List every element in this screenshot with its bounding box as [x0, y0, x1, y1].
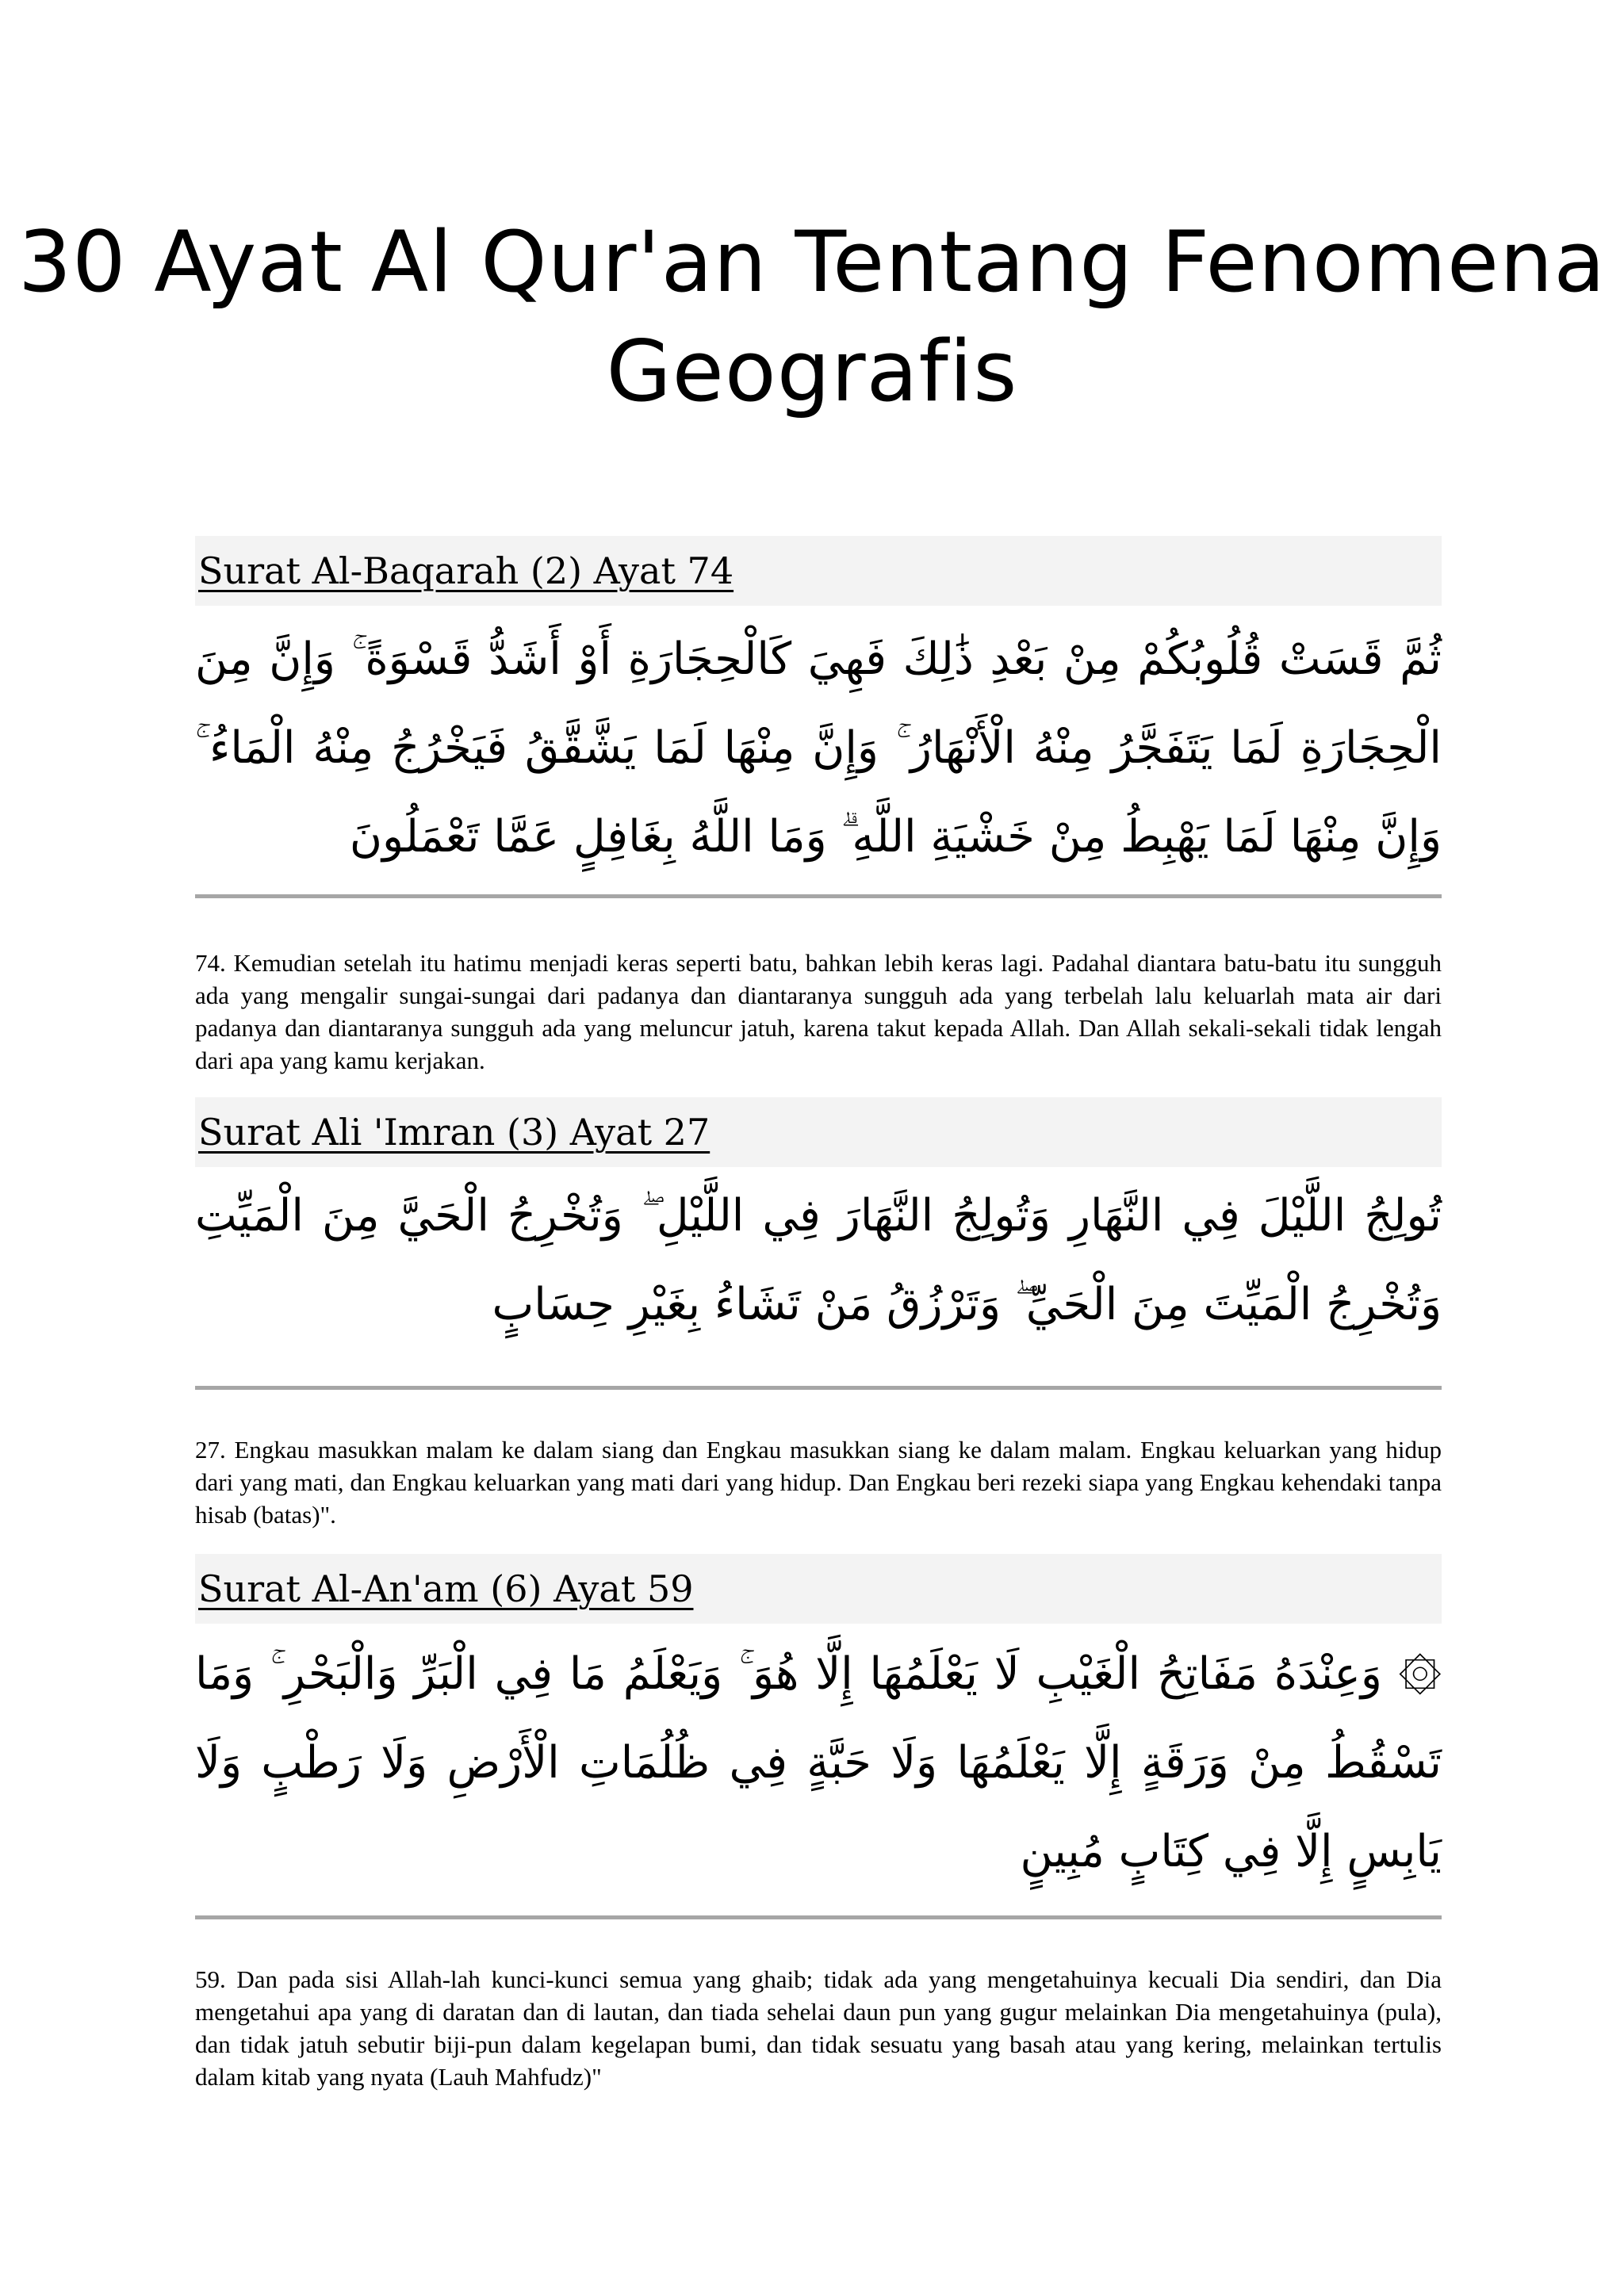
section-divider: [195, 1386, 1442, 1390]
surah-heading: Surat Al-Baqarah (2) Ayat 74: [198, 549, 734, 592]
verse-translation: 74. Kemudian setelah itu hatimu menjadi keras seperti batu, bahkan lebih keras lagi. Padahal diantara batu-batu itu sungguh ada yang mengalir sungai-sungai dari padanya dan diantaranya sungguh ada yang terbelah lalu keluarlah mata air dari padanya dan diantaranya sungguh ada yang meluncur jatuh, karena takut kepada Allah. Dan Allah sekali-sekali tidak lengah dari apa yang kamu kerjakan.: [195, 949, 1442, 1074]
arabic-verse: ثُمَّ قَسَتْ قُلُوبُكُمْ مِنْ بَعْدِ ذَٰلِكَ فَهِيَ كَالْحِجَارَةِ أَوْ أَشَدُّ قَسْوَةً ۚ وَإِنَّ مِنَ الْحِجَارَةِ لَمَا يَتَفَجَّرُ مِنْهُ الْأَنْهَارُ ۚ وَإِنَّ مِنْهَا لَمَا يَشَّقَّقُ فَيَخْرُجُ مِنْهُ الْمَاءُ ۚ وَإِنَّ مِنْهَا لَمَا يَهْبِطُ مِنْ خَشْيَةِ اللَّهِ ۗ وَمَا اللَّهُ بِغَافِلٍ عَمَّا تَعْمَلُونَ: [195, 633, 1442, 863]
document-title: 30 Ayat Al Qur'an Tentang Fenomena Geografis: [17, 213, 1607, 420]
section-divider: [195, 1915, 1442, 1919]
verse-translation: 59. Dan pada sisi Allah-lah kunci-kunci semua yang ghaib; tidak ada yang mengetahuinya kecuali Dia sendiri, dan Dia mengetahui apa yang di daratan dan di lautan, dan tiada sehelai daun pun yang gugur melainkan Dia mengetahuinya (pula), dan tidak jatuh sebutir biji-pun dalam kegelapan bumi, dan tidak sesuatu yang basah atau yang kering, melainkan tertulis dalam kitab yang nyata (Lauh Mahfudz)": [195, 1965, 1442, 2091]
arabic-verse: ۞ وَعِنْدَهُ مَفَاتِحُ الْغَيْبِ لَا يَعْلَمُهَا إِلَّا هُوَ ۚ وَيَعْلَمُ مَا فِي الْبَرِّ وَالْبَحْرِ ۚ وَمَا تَسْقُطُ مِنْ وَرَقَةٍ إِلَّا يَعْلَمُهَا وَلَا حَبَّةٍ فِي ظُلُمَاتِ الْأَرْضِ وَلَا رَطْبٍ وَلَا يَابِسٍ إِلَّا فِي كِتَابٍ مُبِينٍ: [195, 1648, 1442, 1877]
surah-heading: Surat Ali 'Imran (3) Ayat 27: [198, 1111, 710, 1154]
arabic-verse: تُولِجُ اللَّيْلَ فِي النَّهَارِ وَتُولِجُ النَّهَارَ فِي اللَّيْلِ ۖ وَتُخْرِجُ الْحَيَّ مِنَ الْمَيِّتِ وَتُخْرِجُ الْمَيِّتَ مِنَ الْحَيِّ ۖ وَتَرْزُقُ مَنْ تَشَاءُ بِغَيْرِ حِسَابٍ: [195, 1190, 1442, 1330]
section-divider: [195, 894, 1442, 898]
verse-translation: 27. Engkau masukkan malam ke dalam siang dan Engkau masukkan siang ke dalam malam. Engkau keluarkan yang hidup dari yang mati, dan Engkau keluarkan yang mati dari yang hidup. Dan Engkau beri rezeki siapa yang Engkau kehendaki tanpa hisab (batas)".: [195, 1436, 1442, 1529]
surah-heading: Surat Al-An'am (6) Ayat 59: [198, 1567, 694, 1610]
